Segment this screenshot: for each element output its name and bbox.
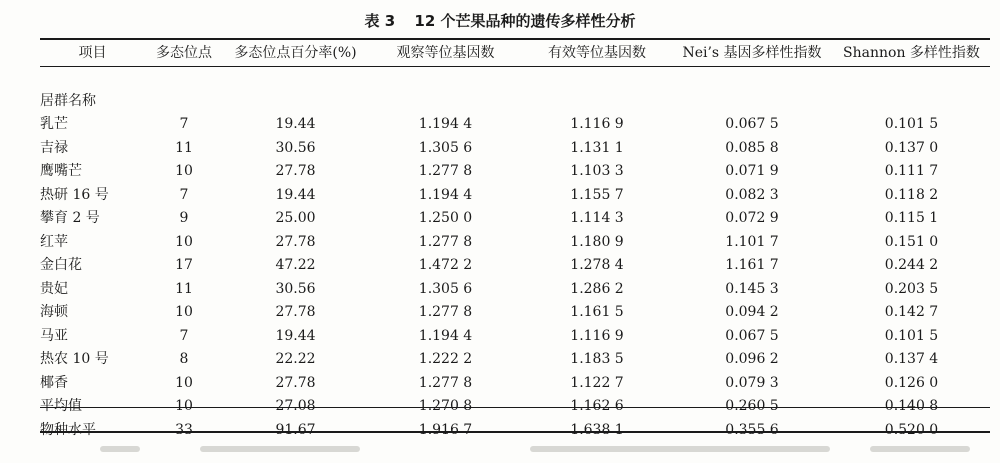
cell: 物种水平 xyxy=(40,421,96,438)
cell: 0.140 8 xyxy=(884,398,939,414)
table-row xyxy=(40,301,990,325)
cell: 22.22 xyxy=(275,351,316,367)
cultivar-name: 金白花 xyxy=(40,257,82,273)
cell: 10 xyxy=(175,304,193,320)
cell: 0.111 7 xyxy=(884,163,939,179)
cultivar-name: 吉禄 xyxy=(40,139,68,156)
cell: 1.194 4 xyxy=(418,327,473,344)
cell: 0.067 5 xyxy=(725,327,779,344)
cell: 11 xyxy=(175,280,193,297)
cell: 10 xyxy=(175,233,193,250)
cell: 0.079 3 xyxy=(725,374,779,391)
cell: 1.114 3 xyxy=(570,210,624,226)
cell: 27.08 xyxy=(275,398,316,414)
col-header-shannon-index: Shannon 多样性指数 xyxy=(843,45,980,61)
table-row xyxy=(40,254,990,278)
cell: 0.101 5 xyxy=(884,327,939,344)
table-row xyxy=(40,184,990,208)
cultivar-name: 鹰嘴芒 xyxy=(40,163,82,179)
cell: 7 xyxy=(179,116,189,132)
cell: 9 xyxy=(179,210,189,226)
cell: 33 xyxy=(175,421,193,438)
col-header-polymorphic-loci: 多态位点 xyxy=(156,45,212,61)
cell: 1.180 9 xyxy=(570,233,624,250)
cell: 19.44 xyxy=(275,186,316,203)
cultivar-name: 贵妃 xyxy=(40,280,68,297)
table-row xyxy=(40,160,990,184)
section-label-row xyxy=(40,90,990,114)
table-row xyxy=(40,372,990,396)
cell: 0.072 9 xyxy=(725,210,779,226)
cell: 1.194 4 xyxy=(418,186,473,203)
cell: 0.115 1 xyxy=(884,210,939,226)
cell: 1.101 7 xyxy=(725,233,779,250)
cell: 1.131 1 xyxy=(570,139,624,156)
cell: 1.638 1 xyxy=(570,421,624,438)
cell: 1.103 3 xyxy=(570,163,624,179)
cropped-text-fragment xyxy=(200,446,360,452)
cell: 1.116 9 xyxy=(570,116,624,132)
cell: 10 xyxy=(175,163,193,179)
cultivar-name: 平均值 xyxy=(40,398,82,414)
cell: 1.122 7 xyxy=(570,374,624,391)
cell: 30.56 xyxy=(275,280,316,297)
cultivar-name: 椰香 xyxy=(40,374,68,391)
cell: 0.151 0 xyxy=(884,233,939,250)
cell: 11 xyxy=(175,139,193,156)
cultivar-name: 乳芒 xyxy=(40,116,68,132)
cultivar-name: 红苹 xyxy=(40,233,68,250)
cell: 0.094 2 xyxy=(725,304,779,320)
cell: 1.161 5 xyxy=(570,304,624,320)
table-row xyxy=(40,207,990,231)
section-label: 居群名称 xyxy=(40,92,96,109)
cropped-text-fragment xyxy=(100,446,140,452)
table-caption xyxy=(0,10,1000,31)
cell: 0.137 0 xyxy=(884,139,939,156)
genetic-diversity-table xyxy=(40,40,990,442)
cell: 27.78 xyxy=(275,163,316,179)
table-row xyxy=(40,137,990,161)
header-row xyxy=(40,40,990,66)
cell: 0.085 8 xyxy=(725,139,779,156)
cell: 91.67 xyxy=(275,421,316,438)
cell: 25.00 xyxy=(275,210,316,226)
cell: 0.260 5 xyxy=(725,398,779,414)
cell: 17 xyxy=(175,257,193,273)
cultivar-name: 热农 10 号 xyxy=(40,351,109,367)
cell: 8 xyxy=(179,351,189,367)
cell: 1.286 2 xyxy=(570,280,624,297)
cell: 0.082 3 xyxy=(725,186,779,203)
col-header-nei-index: Nei’s 基因多样性指数 xyxy=(682,45,822,61)
cropped-text-fragment xyxy=(870,446,970,452)
cell: 0.118 2 xyxy=(884,186,939,203)
cell: 10 xyxy=(175,398,193,414)
cell: 0.145 3 xyxy=(725,280,779,297)
cell: 1.305 6 xyxy=(418,139,473,156)
cell: 0.355 6 xyxy=(725,421,779,438)
cell: 1.916 7 xyxy=(418,421,473,438)
cell: 0.126 0 xyxy=(884,374,939,391)
col-header-item: 项目 xyxy=(78,45,107,61)
cell: 1.277 8 xyxy=(418,374,473,391)
table-row xyxy=(40,395,990,419)
cell: 1.222 2 xyxy=(418,351,473,367)
cell: 1.305 6 xyxy=(418,280,473,297)
cell: 47.22 xyxy=(275,257,316,273)
cell: 19.44 xyxy=(275,116,316,132)
cultivar-name: 海顿 xyxy=(40,304,68,320)
cell: 1.277 8 xyxy=(418,233,473,250)
cell: 1.277 8 xyxy=(418,163,473,179)
col-header-effective-alleles: 有效等位基因数 xyxy=(548,45,646,61)
cultivar-name: 热研 16 号 xyxy=(40,186,109,203)
cultivar-name: 马亚 xyxy=(40,327,68,344)
cell: 0.520 0 xyxy=(884,421,939,438)
cell: 0.071 9 xyxy=(725,163,779,179)
cell: 1.270 8 xyxy=(418,398,473,414)
cell: 7 xyxy=(179,186,189,203)
cell: 27.78 xyxy=(275,374,316,391)
col-header-polymorphic-percent: 多态位点百分率(%) xyxy=(234,45,357,61)
table-row xyxy=(40,325,990,349)
table-title: 12 个芒果品种的遗传多样性分析 xyxy=(414,12,636,30)
cell: 1.161 7 xyxy=(725,257,779,273)
cell: 27.78 xyxy=(275,233,316,250)
table-row xyxy=(40,231,990,255)
cell: 0.142 7 xyxy=(884,304,939,320)
cell: 1.116 9 xyxy=(570,327,624,344)
cell: 0.137 4 xyxy=(884,351,939,367)
cropped-text-fragment xyxy=(530,446,830,452)
cell: 0.101 5 xyxy=(884,116,939,132)
cell: 1.183 5 xyxy=(570,351,624,367)
cell: 1.162 6 xyxy=(570,398,624,414)
table-number: 表 3 xyxy=(364,12,396,30)
cell: 0.244 2 xyxy=(884,257,939,273)
cell: 19.44 xyxy=(275,327,316,344)
cell: 1.278 4 xyxy=(570,257,624,273)
cell: 27.78 xyxy=(275,304,316,320)
cell: 0.203 5 xyxy=(884,280,939,297)
cell: 30.56 xyxy=(275,139,316,156)
cell: 0.096 2 xyxy=(725,351,779,367)
cell: 7 xyxy=(179,327,189,344)
col-header-observed-alleles: 观察等位基因数 xyxy=(396,45,495,61)
cell: 1.155 7 xyxy=(570,186,624,203)
cell: 1.472 2 xyxy=(418,257,473,273)
cell: 1.277 8 xyxy=(418,304,473,320)
table-row xyxy=(40,348,990,372)
species-level-row xyxy=(40,419,990,443)
cell: 0.067 5 xyxy=(725,116,779,132)
cell: 1.194 4 xyxy=(418,116,473,132)
cultivar-name: 攀育 2 号 xyxy=(40,210,100,226)
cell: 10 xyxy=(175,374,193,391)
table-row xyxy=(40,113,990,137)
table-row xyxy=(40,278,990,302)
cell: 1.250 0 xyxy=(418,210,473,226)
